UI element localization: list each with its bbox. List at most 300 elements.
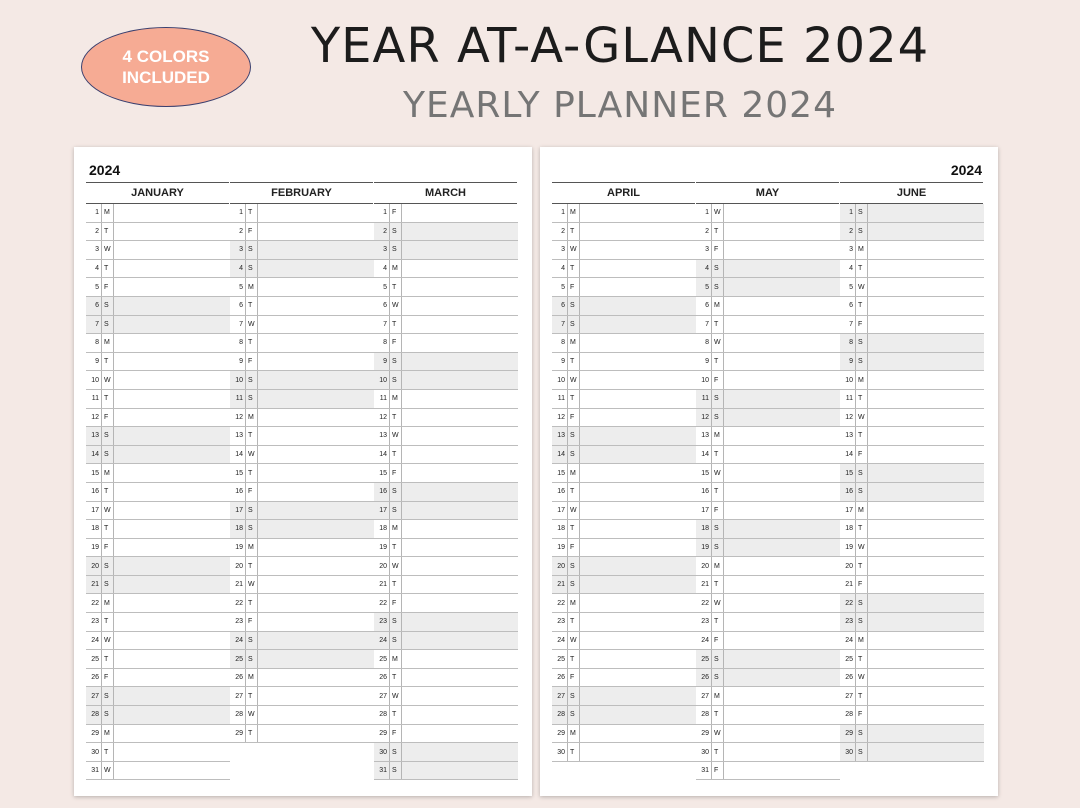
day-row[interactable] (552, 409, 696, 428)
day-row[interactable] (230, 390, 374, 409)
day-row[interactable] (552, 297, 696, 316)
day-row[interactable] (840, 725, 984, 744)
day-row[interactable] (696, 334, 840, 353)
day-row[interactable] (696, 650, 840, 669)
day-note-area[interactable] (868, 371, 984, 389)
day-row[interactable] (696, 278, 840, 297)
day-note-area[interactable] (868, 409, 984, 427)
day-row[interactable] (840, 353, 984, 372)
day-note-area[interactable] (868, 316, 984, 334)
day-note-area[interactable] (402, 687, 518, 705)
day-note-area[interactable] (258, 613, 374, 631)
day-note-area[interactable] (724, 687, 840, 705)
day-row[interactable] (86, 557, 230, 576)
day-note-area[interactable] (402, 762, 518, 780)
day-row[interactable] (696, 409, 840, 428)
day-note-area[interactable] (724, 520, 840, 538)
day-note-area[interactable] (868, 687, 984, 705)
day-note-area[interactable] (114, 687, 230, 705)
day-note-area[interactable] (258, 632, 374, 650)
day-note-area[interactable] (868, 613, 984, 631)
day-row[interactable] (840, 297, 984, 316)
day-note-area[interactable] (114, 427, 230, 445)
day-row[interactable] (696, 316, 840, 335)
day-note-area[interactable] (114, 483, 230, 501)
day-row[interactable] (86, 241, 230, 260)
day-row[interactable] (840, 371, 984, 390)
day-note-area[interactable] (724, 464, 840, 482)
day-row[interactable] (86, 353, 230, 372)
day-row[interactable] (86, 427, 230, 446)
day-note-area[interactable] (724, 390, 840, 408)
day-row[interactable] (840, 223, 984, 242)
day-note-area[interactable] (868, 725, 984, 743)
day-row[interactable] (230, 613, 374, 632)
day-note-area[interactable] (724, 762, 840, 780)
day-note-area[interactable] (258, 223, 374, 241)
day-note-area[interactable] (868, 353, 984, 371)
day-row[interactable] (86, 725, 230, 744)
day-row[interactable] (230, 334, 374, 353)
day-note-area[interactable] (868, 650, 984, 668)
day-row[interactable] (696, 446, 840, 465)
day-note-area[interactable] (580, 334, 696, 352)
day-note-area[interactable] (402, 613, 518, 631)
day-note-area[interactable] (114, 650, 230, 668)
day-row[interactable] (840, 204, 984, 223)
day-row[interactable] (552, 502, 696, 521)
day-note-area[interactable] (724, 706, 840, 724)
day-row[interactable] (840, 520, 984, 539)
day-row[interactable] (840, 539, 984, 558)
day-note-area[interactable] (580, 706, 696, 724)
day-row[interactable] (374, 483, 518, 502)
day-row[interactable] (230, 427, 374, 446)
day-row[interactable] (374, 706, 518, 725)
day-note-area[interactable] (580, 223, 696, 241)
day-row[interactable] (552, 223, 696, 242)
day-row[interactable] (696, 557, 840, 576)
day-row[interactable] (230, 669, 374, 688)
day-row[interactable] (840, 278, 984, 297)
day-row[interactable] (230, 557, 374, 576)
day-note-area[interactable] (868, 204, 984, 222)
day-note-area[interactable] (724, 576, 840, 594)
day-row[interactable] (230, 576, 374, 595)
day-note-area[interactable] (258, 725, 374, 743)
day-row[interactable] (552, 576, 696, 595)
day-note-area[interactable] (724, 743, 840, 761)
day-note-area[interactable] (258, 520, 374, 538)
day-row[interactable] (374, 502, 518, 521)
day-row[interactable] (374, 594, 518, 613)
day-note-area[interactable] (258, 483, 374, 501)
day-row[interactable] (230, 706, 374, 725)
day-note-area[interactable] (258, 334, 374, 352)
day-row[interactable] (552, 464, 696, 483)
day-note-area[interactable] (402, 223, 518, 241)
day-note-area[interactable] (868, 446, 984, 464)
day-note-area[interactable] (114, 613, 230, 631)
day-row[interactable] (840, 446, 984, 465)
day-row[interactable] (374, 464, 518, 483)
day-row[interactable] (374, 334, 518, 353)
day-note-area[interactable] (114, 706, 230, 724)
day-note-area[interactable] (868, 557, 984, 575)
day-note-area[interactable] (724, 241, 840, 259)
day-note-area[interactable] (724, 371, 840, 389)
day-row[interactable] (230, 371, 374, 390)
day-row[interactable] (696, 725, 840, 744)
day-row[interactable] (86, 594, 230, 613)
day-note-area[interactable] (258, 446, 374, 464)
day-note-area[interactable] (402, 464, 518, 482)
day-note-area[interactable] (724, 483, 840, 501)
day-note-area[interactable] (868, 334, 984, 352)
day-row[interactable] (696, 390, 840, 409)
day-note-area[interactable] (724, 725, 840, 743)
day-row[interactable] (552, 278, 696, 297)
day-row[interactable] (230, 353, 374, 372)
day-row[interactable] (230, 502, 374, 521)
day-note-area[interactable] (258, 576, 374, 594)
day-note-area[interactable] (724, 502, 840, 520)
day-row[interactable] (86, 706, 230, 725)
day-note-area[interactable] (258, 297, 374, 315)
day-row[interactable] (230, 632, 374, 651)
day-row[interactable] (86, 390, 230, 409)
day-row[interactable] (86, 613, 230, 632)
day-note-area[interactable] (258, 669, 374, 687)
day-note-area[interactable] (580, 427, 696, 445)
day-row[interactable] (552, 613, 696, 632)
day-row[interactable] (840, 557, 984, 576)
day-row[interactable] (552, 743, 696, 762)
day-row[interactable] (374, 743, 518, 762)
day-note-area[interactable] (868, 576, 984, 594)
day-note-area[interactable] (114, 632, 230, 650)
day-note-area[interactable] (580, 632, 696, 650)
day-row[interactable] (696, 260, 840, 279)
day-note-area[interactable] (402, 706, 518, 724)
day-note-area[interactable] (258, 278, 374, 296)
day-note-area[interactable] (868, 223, 984, 241)
day-row[interactable] (696, 427, 840, 446)
day-row[interactable] (552, 632, 696, 651)
day-row[interactable] (840, 409, 984, 428)
day-row[interactable] (86, 334, 230, 353)
day-note-area[interactable] (580, 613, 696, 631)
day-note-area[interactable] (402, 483, 518, 501)
day-row[interactable] (552, 650, 696, 669)
day-note-area[interactable] (724, 613, 840, 631)
day-row[interactable] (840, 390, 984, 409)
day-note-area[interactable] (402, 409, 518, 427)
day-row[interactable] (374, 576, 518, 595)
day-note-area[interactable] (114, 204, 230, 222)
day-row[interactable] (552, 687, 696, 706)
day-row[interactable] (374, 446, 518, 465)
day-row[interactable] (374, 632, 518, 651)
day-note-area[interactable] (114, 353, 230, 371)
day-row[interactable] (840, 576, 984, 595)
day-row[interactable] (374, 223, 518, 242)
day-note-area[interactable] (724, 650, 840, 668)
day-row[interactable] (696, 223, 840, 242)
day-row[interactable] (86, 278, 230, 297)
day-note-area[interactable] (580, 204, 696, 222)
day-row[interactable] (86, 297, 230, 316)
day-row[interactable] (374, 687, 518, 706)
day-note-area[interactable] (868, 502, 984, 520)
day-row[interactable] (230, 223, 374, 242)
day-row[interactable] (86, 260, 230, 279)
day-note-area[interactable] (580, 260, 696, 278)
day-note-area[interactable] (402, 669, 518, 687)
day-row[interactable] (230, 725, 374, 744)
day-note-area[interactable] (868, 520, 984, 538)
day-row[interactable] (696, 539, 840, 558)
day-row[interactable] (86, 576, 230, 595)
day-note-area[interactable] (402, 520, 518, 538)
day-row[interactable] (552, 706, 696, 725)
day-note-area[interactable] (258, 687, 374, 705)
day-row[interactable] (696, 669, 840, 688)
day-row[interactable] (374, 427, 518, 446)
day-row[interactable] (552, 390, 696, 409)
day-note-area[interactable] (402, 743, 518, 761)
day-row[interactable] (374, 650, 518, 669)
day-row[interactable] (374, 539, 518, 558)
day-row[interactable] (374, 278, 518, 297)
day-row[interactable] (696, 502, 840, 521)
day-note-area[interactable] (402, 502, 518, 520)
day-note-area[interactable] (114, 334, 230, 352)
day-row[interactable] (840, 334, 984, 353)
day-row[interactable] (696, 483, 840, 502)
day-row[interactable] (552, 669, 696, 688)
day-row[interactable] (552, 204, 696, 223)
day-note-area[interactable] (258, 241, 374, 259)
day-row[interactable] (840, 632, 984, 651)
day-row[interactable] (230, 520, 374, 539)
day-note-area[interactable] (114, 576, 230, 594)
day-note-area[interactable] (868, 464, 984, 482)
day-row[interactable] (552, 371, 696, 390)
day-row[interactable] (86, 539, 230, 558)
day-note-area[interactable] (114, 278, 230, 296)
day-note-area[interactable] (258, 204, 374, 222)
day-row[interactable] (696, 297, 840, 316)
day-row[interactable] (374, 353, 518, 372)
day-note-area[interactable] (402, 316, 518, 334)
day-row[interactable] (696, 762, 840, 781)
day-row[interactable] (840, 594, 984, 613)
day-note-area[interactable] (580, 446, 696, 464)
day-row[interactable] (552, 520, 696, 539)
day-row[interactable] (374, 669, 518, 688)
day-note-area[interactable] (580, 390, 696, 408)
day-note-area[interactable] (724, 278, 840, 296)
day-row[interactable] (696, 613, 840, 632)
day-note-area[interactable] (114, 297, 230, 315)
day-row[interactable] (374, 762, 518, 781)
day-note-area[interactable] (258, 557, 374, 575)
day-note-area[interactable] (402, 446, 518, 464)
day-row[interactable] (86, 204, 230, 223)
day-row[interactable] (552, 446, 696, 465)
day-row[interactable] (696, 353, 840, 372)
day-note-area[interactable] (114, 409, 230, 427)
day-row[interactable] (696, 371, 840, 390)
day-note-area[interactable] (114, 743, 230, 761)
day-row[interactable] (86, 762, 230, 781)
day-row[interactable] (696, 520, 840, 539)
day-row[interactable] (230, 650, 374, 669)
day-note-area[interactable] (724, 539, 840, 557)
day-note-area[interactable] (724, 204, 840, 222)
day-note-area[interactable] (402, 241, 518, 259)
day-note-area[interactable] (402, 353, 518, 371)
day-note-area[interactable] (868, 594, 984, 612)
day-note-area[interactable] (580, 316, 696, 334)
day-note-area[interactable] (114, 464, 230, 482)
day-note-area[interactable] (402, 632, 518, 650)
day-row[interactable] (840, 706, 984, 725)
day-row[interactable] (230, 241, 374, 260)
day-note-area[interactable] (868, 241, 984, 259)
day-row[interactable] (696, 632, 840, 651)
day-note-area[interactable] (868, 706, 984, 724)
day-row[interactable] (696, 576, 840, 595)
day-note-area[interactable] (402, 539, 518, 557)
day-row[interactable] (374, 204, 518, 223)
day-note-area[interactable] (724, 557, 840, 575)
day-note-area[interactable] (114, 520, 230, 538)
day-row[interactable] (230, 297, 374, 316)
day-note-area[interactable] (114, 316, 230, 334)
day-row[interactable] (552, 353, 696, 372)
day-row[interactable] (552, 594, 696, 613)
day-note-area[interactable] (114, 557, 230, 575)
day-note-area[interactable] (580, 687, 696, 705)
day-row[interactable] (374, 725, 518, 744)
day-row[interactable] (552, 539, 696, 558)
day-row[interactable] (374, 557, 518, 576)
day-note-area[interactable] (868, 632, 984, 650)
day-row[interactable] (840, 427, 984, 446)
day-note-area[interactable] (114, 223, 230, 241)
day-row[interactable] (840, 483, 984, 502)
day-row[interactable] (552, 557, 696, 576)
day-note-area[interactable] (580, 743, 696, 761)
day-row[interactable] (696, 204, 840, 223)
day-note-area[interactable] (402, 334, 518, 352)
day-note-area[interactable] (580, 669, 696, 687)
day-note-area[interactable] (868, 278, 984, 296)
day-note-area[interactable] (580, 464, 696, 482)
day-note-area[interactable] (402, 390, 518, 408)
day-row[interactable] (840, 241, 984, 260)
day-note-area[interactable] (402, 557, 518, 575)
day-note-area[interactable] (580, 353, 696, 371)
day-note-area[interactable] (258, 371, 374, 389)
day-row[interactable] (840, 687, 984, 706)
day-note-area[interactable] (402, 204, 518, 222)
day-note-area[interactable] (258, 706, 374, 724)
day-row[interactable] (840, 613, 984, 632)
day-note-area[interactable] (114, 371, 230, 389)
day-note-area[interactable] (258, 650, 374, 668)
day-row[interactable] (86, 687, 230, 706)
day-note-area[interactable] (580, 297, 696, 315)
day-note-area[interactable] (114, 669, 230, 687)
day-row[interactable] (374, 613, 518, 632)
day-note-area[interactable] (114, 725, 230, 743)
day-note-area[interactable] (724, 316, 840, 334)
day-row[interactable] (840, 669, 984, 688)
day-row[interactable] (840, 650, 984, 669)
day-note-area[interactable] (868, 297, 984, 315)
day-note-area[interactable] (258, 409, 374, 427)
day-row[interactable] (374, 260, 518, 279)
day-note-area[interactable] (724, 632, 840, 650)
day-note-area[interactable] (580, 557, 696, 575)
day-row[interactable] (86, 446, 230, 465)
day-note-area[interactable] (580, 278, 696, 296)
day-row[interactable] (230, 409, 374, 428)
day-row[interactable] (230, 594, 374, 613)
day-note-area[interactable] (402, 297, 518, 315)
day-row[interactable] (696, 241, 840, 260)
day-row[interactable] (552, 241, 696, 260)
day-row[interactable] (552, 334, 696, 353)
day-row[interactable] (840, 316, 984, 335)
day-note-area[interactable] (580, 409, 696, 427)
day-row[interactable] (552, 427, 696, 446)
day-row[interactable] (552, 725, 696, 744)
day-note-area[interactable] (580, 241, 696, 259)
day-row[interactable] (230, 316, 374, 335)
day-row[interactable] (374, 409, 518, 428)
day-note-area[interactable] (114, 539, 230, 557)
day-row[interactable] (230, 278, 374, 297)
day-row[interactable] (86, 483, 230, 502)
day-row[interactable] (840, 743, 984, 762)
day-note-area[interactable] (724, 427, 840, 445)
day-note-area[interactable] (724, 353, 840, 371)
day-note-area[interactable] (114, 502, 230, 520)
day-note-area[interactable] (402, 576, 518, 594)
day-row[interactable] (552, 316, 696, 335)
day-note-area[interactable] (580, 650, 696, 668)
day-note-area[interactable] (258, 353, 374, 371)
day-note-area[interactable] (258, 260, 374, 278)
day-note-area[interactable] (114, 594, 230, 612)
day-note-area[interactable] (724, 594, 840, 612)
day-row[interactable] (696, 594, 840, 613)
day-note-area[interactable] (724, 409, 840, 427)
day-row[interactable] (230, 687, 374, 706)
day-note-area[interactable] (580, 520, 696, 538)
day-note-area[interactable] (402, 260, 518, 278)
day-note-area[interactable] (724, 297, 840, 315)
day-row[interactable] (374, 241, 518, 260)
day-row[interactable] (374, 316, 518, 335)
day-note-area[interactable] (580, 576, 696, 594)
day-note-area[interactable] (114, 260, 230, 278)
day-note-area[interactable] (114, 762, 230, 780)
